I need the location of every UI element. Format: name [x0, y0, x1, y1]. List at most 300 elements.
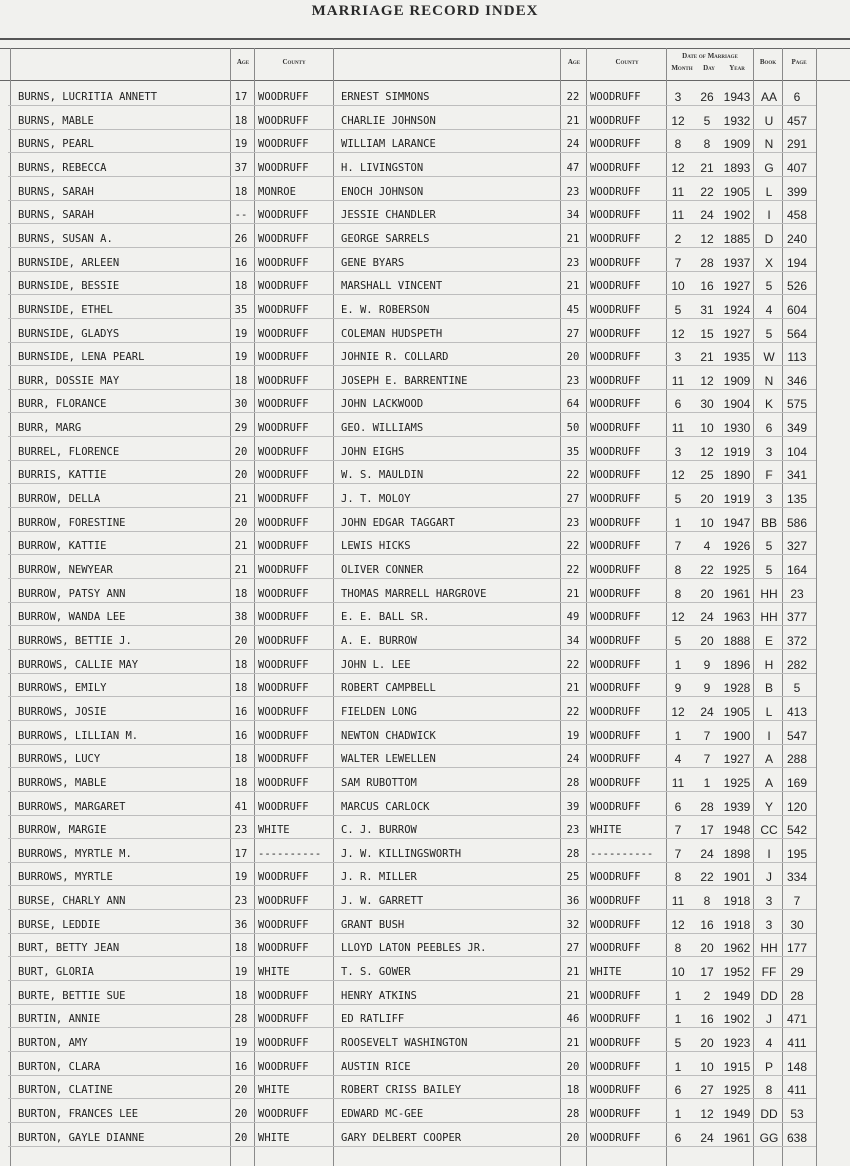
record-month: 1 [674, 988, 682, 1003]
record-spouse-age: 21 [566, 114, 580, 127]
record-row [0, 586, 850, 602]
record-row [0, 349, 850, 365]
record-day: 16 [700, 279, 714, 294]
record-name: BURROW, WANDA LEE [18, 611, 126, 624]
record-month: 9 [674, 681, 682, 696]
record-spouse-county: WOODRUFF [590, 1107, 641, 1120]
record-age: 18 [234, 587, 248, 600]
record-row [0, 775, 850, 791]
row-rule [8, 956, 816, 957]
record-year: 1932 [723, 113, 751, 128]
record-book: P [764, 1059, 773, 1074]
record-age: 16 [234, 256, 248, 269]
record-age: 19 [234, 351, 248, 364]
record-spouse: MARSHALL VINCENT [341, 280, 443, 293]
record-spouse: JOHNIE R. COLLARD [341, 351, 449, 364]
record-name: BURTIN, ANNIE [18, 1013, 101, 1026]
header-spouse-age: Age [567, 58, 581, 66]
record-month: 5 [674, 302, 682, 317]
record-name: BURROWS, MYRTLE M. [18, 847, 132, 860]
record-name: BURNS, SARAH [18, 209, 94, 222]
record-month: 5 [674, 1036, 682, 1050]
record-book: A [764, 752, 773, 767]
record-spouse-age: 21 [566, 682, 580, 695]
record-year: 1947 [723, 515, 751, 530]
record-spouse-age: 27 [566, 493, 580, 506]
record-spouse-county: WOODRUFF [590, 776, 641, 789]
record-day: 10 [700, 515, 714, 530]
record-spouse-county: WOODRUFF [590, 729, 641, 742]
record-county: WOODRUFF [258, 729, 309, 742]
record-spouse: JOHN L. LEE [341, 658, 411, 671]
record-year: 1918 [723, 917, 751, 932]
record-book: 3 [765, 492, 773, 507]
record-month: 3 [674, 90, 682, 104]
record-spouse: AUSTIN RICE [341, 1060, 411, 1073]
row-rule [8, 223, 816, 224]
record-day: 8 [703, 894, 711, 909]
record-book: 3 [765, 917, 773, 932]
record-book: 6 [765, 421, 773, 436]
record-spouse-county: WOODRUFF [590, 1037, 641, 1049]
record-name: BURROW, DELLA [18, 493, 101, 506]
header-month: Month [671, 64, 693, 72]
row-rule [8, 673, 816, 674]
record-spouse: J. T. MOLOY [341, 493, 411, 506]
record-month: 12 [671, 704, 685, 719]
record-spouse: E. E. BALL SR. [341, 611, 430, 624]
record-spouse: HENRY ATKINS [341, 989, 417, 1002]
record-name: BURROWS, BETTIE J. [18, 634, 132, 647]
record-page: 334 [786, 870, 808, 885]
record-spouse: ED RATLIFF [341, 1013, 405, 1026]
record-age: 19 [234, 327, 248, 340]
record-name: BURROW, NEWYEAR [18, 564, 113, 576]
record-name: BURNS, SARAH [18, 185, 94, 198]
record-month: 2 [674, 231, 682, 246]
record-month: 8 [674, 137, 682, 152]
record-spouse-age: 21 [566, 1037, 580, 1049]
record-year: 1939 [723, 799, 751, 814]
record-county: WOODRUFF [258, 1107, 309, 1120]
row-rule [8, 1004, 816, 1005]
row-rule [8, 767, 816, 768]
row-rule [8, 744, 816, 745]
record-row [0, 444, 850, 460]
record-page: 372 [786, 633, 808, 648]
record-spouse-county: WHITE [590, 824, 622, 837]
record-month: 6 [674, 397, 682, 412]
record-age: 21 [234, 564, 248, 576]
record-spouse-age: 19 [566, 729, 580, 742]
record-month: 5 [674, 633, 682, 648]
record-row [0, 1106, 850, 1122]
record-row [0, 396, 850, 412]
record-name: BURROWS, JOSIE [18, 705, 107, 718]
record-month: 7 [674, 823, 682, 838]
record-age: 21 [234, 493, 248, 506]
record-spouse: EDWARD MC-GEE [341, 1107, 424, 1120]
record-spouse-age: 34 [566, 209, 580, 222]
record-county: WOODRUFF [258, 280, 309, 293]
record-page: 194 [786, 255, 808, 270]
record-row [0, 1011, 850, 1027]
record-spouse: T. S. GOWER [341, 966, 411, 979]
record-month: 11 [671, 373, 685, 388]
record-page: 29 [790, 965, 804, 980]
record-day: 12 [700, 444, 714, 459]
record-month: 12 [671, 610, 685, 625]
record-spouse-county: WOODRUFF [590, 422, 641, 435]
record-book: 8 [765, 1083, 773, 1098]
record-book: HH [760, 586, 778, 601]
record-county: WOODRUFF [258, 422, 309, 435]
record-name: BURNSIDE, LENA PEARL [18, 351, 145, 364]
record-spouse-age: 39 [566, 800, 580, 813]
record-name: BURNSIDE, ETHEL [18, 303, 113, 316]
record-book: N [764, 373, 774, 388]
record-name: BURROW, FORESTINE [18, 516, 126, 529]
record-spouse-county: WOODRUFF [590, 634, 641, 647]
row-rule [8, 791, 816, 792]
record-spouse-age: 22 [566, 469, 580, 482]
record-row [0, 184, 850, 200]
record-county: WOODRUFF [258, 351, 309, 364]
record-name: BURNS, SUSAN A. [18, 232, 113, 245]
record-day: 10 [700, 1059, 714, 1074]
record-month: 6 [674, 1130, 682, 1145]
record-name: BURROWS, LUCY [18, 753, 101, 766]
record-name: BURNS, MABLE [18, 114, 94, 127]
row-rule [8, 460, 816, 461]
record-name: BURNSIDE, GLADYS [18, 327, 120, 340]
record-book: FF [761, 965, 777, 980]
record-spouse: JOSEPH E. BARRENTINE [341, 374, 468, 387]
row-rule [8, 720, 816, 721]
record-day: 24 [700, 1130, 714, 1145]
record-spouse: JOHN EDGAR TAGGART [341, 516, 455, 529]
record-month: 8 [674, 563, 682, 577]
record-spouse-county: WOODRUFF [590, 351, 641, 364]
record-county: WOODRUFF [258, 682, 309, 695]
record-age: 23 [234, 824, 248, 837]
record-day: 1 [703, 775, 711, 790]
record-month: 1 [674, 1059, 682, 1074]
record-spouse-county: WOODRUFF [590, 374, 641, 387]
record-month: 1 [674, 515, 682, 530]
row-rule [8, 436, 816, 437]
record-book: L [765, 184, 773, 199]
record-spouse: CHARLIE JOHNSON [341, 114, 436, 127]
record-name: BURR, DOSSIE MAY [18, 374, 120, 387]
record-age: 20 [234, 1107, 248, 1120]
record-page: 604 [786, 302, 808, 317]
top-rule [0, 38, 850, 40]
record-spouse-age: 64 [566, 398, 580, 411]
record-spouse: ERNEST SIMMONS [341, 91, 430, 103]
record-book: I [767, 846, 771, 861]
row-rule [8, 578, 816, 579]
record-name: BURNS, LUCRITIA ANNETT [18, 91, 158, 103]
record-page: 547 [786, 728, 808, 743]
record-name: BURTON, FRANCES LEE [18, 1107, 139, 1120]
record-spouse: J. R. MILLER [341, 871, 417, 884]
record-county: WOODRUFF [258, 303, 309, 316]
record-day: 20 [700, 633, 714, 648]
record-month: 8 [674, 941, 682, 956]
record-spouse-age: 21 [566, 232, 580, 245]
record-row [0, 799, 850, 815]
record-page: 411 [787, 1083, 807, 1098]
record-name: BURTE, BETTIE SUE [18, 989, 126, 1002]
record-year: 1937 [723, 255, 751, 270]
row-rule [8, 1075, 816, 1076]
record-spouse-age: 22 [566, 658, 580, 671]
record-month: 12 [671, 917, 685, 932]
record-county: WOODRUFF [258, 232, 309, 245]
row-rule [8, 342, 816, 343]
record-spouse-county: WOODRUFF [590, 753, 641, 766]
record-month: 10 [671, 965, 685, 980]
record-county: WOODRUFF [258, 800, 309, 813]
record-month: 10 [671, 279, 685, 294]
record-month: 12 [671, 326, 685, 341]
row-rule [8, 176, 816, 177]
record-age: 18 [234, 280, 248, 293]
record-name: BURTON, CLATINE [18, 1084, 113, 1097]
record-spouse-age: 27 [566, 942, 580, 955]
record-spouse-age: 23 [566, 824, 580, 837]
header-rule-bottom [0, 80, 850, 81]
record-age: 20 [234, 445, 248, 458]
record-page: 411 [787, 1036, 807, 1050]
record-year: 1909 [723, 373, 751, 388]
record-spouse-county: WOODRUFF [590, 185, 641, 198]
record-spouse-age: 21 [566, 280, 580, 293]
record-county: ---------- [258, 847, 322, 860]
record-day: 28 [700, 799, 714, 814]
row-rule [8, 365, 816, 366]
record-county: WOODRUFF [258, 658, 309, 671]
record-year: 1902 [723, 1012, 751, 1027]
record-row [0, 846, 850, 862]
record-spouse: LLOYD LATON PEEBLES JR. [341, 942, 487, 955]
record-spouse-county: WOODRUFF [590, 611, 641, 624]
record-spouse-age: 28 [566, 776, 580, 789]
record-age: 20 [234, 1131, 248, 1144]
row-rule [8, 1122, 816, 1123]
record-spouse-age: 22 [566, 564, 580, 576]
record-book: U [764, 113, 774, 128]
record-age: 20 [234, 469, 248, 482]
record-year: 1962 [723, 941, 751, 956]
record-day: 20 [700, 941, 714, 956]
row-rule [8, 271, 816, 272]
record-day: 9 [703, 657, 711, 672]
record-day: 24 [700, 846, 714, 861]
record-year: 1925 [723, 1083, 751, 1098]
row-rule [8, 554, 816, 555]
record-day: 25 [700, 468, 714, 483]
record-day: 30 [700, 397, 714, 412]
record-spouse: GENE BYARS [341, 256, 405, 269]
record-day: 26 [700, 90, 714, 104]
record-county: WOODRUFF [258, 516, 309, 529]
record-spouse-county: WOODRUFF [590, 1060, 641, 1073]
record-book: W [763, 350, 775, 365]
record-row [0, 1130, 850, 1146]
record-book: G [764, 160, 774, 175]
record-name: BURR, MARG [18, 422, 82, 435]
header-spouse-county: County [615, 58, 639, 66]
record-county: WOODRUFF [258, 114, 309, 127]
record-county: WOODRUFF [258, 1037, 309, 1049]
record-age: 26 [234, 232, 248, 245]
record-year: 1902 [723, 208, 751, 223]
record-page: 240 [786, 231, 808, 246]
record-spouse-county: WOODRUFF [590, 161, 641, 174]
record-page: 542 [786, 823, 808, 838]
record-spouse-age: 28 [566, 1107, 580, 1120]
record-age: 35 [234, 303, 248, 316]
record-year: 1893 [723, 160, 751, 175]
record-book: 5 [765, 563, 773, 577]
record-spouse-age: 21 [566, 989, 580, 1002]
record-name: BURR, FLORANCE [18, 398, 107, 411]
record-spouse-age: 20 [566, 1131, 580, 1144]
record-spouse-county: WOODRUFF [590, 1131, 641, 1144]
record-book: X [764, 255, 773, 270]
record-age: 20 [234, 516, 248, 529]
record-spouse: FIELDEN LONG [341, 705, 417, 718]
record-spouse-county: WOODRUFF [590, 871, 641, 884]
record-age: 28 [234, 1013, 248, 1026]
record-year: 1923 [723, 1036, 751, 1050]
record-row [0, 255, 850, 271]
record-spouse: OLIVER CONNER [341, 564, 424, 576]
row-rule [8, 838, 816, 839]
record-day: 7 [703, 752, 711, 767]
record-spouse-county: WOODRUFF [590, 705, 641, 718]
record-row [0, 89, 850, 105]
record-month: 8 [674, 870, 682, 885]
record-month: 1 [674, 657, 682, 672]
row-rule [8, 483, 816, 484]
record-book: 5 [765, 539, 773, 554]
record-age: 30 [234, 398, 248, 411]
record-day: 20 [700, 492, 714, 507]
record-spouse-county: WOODRUFF [590, 232, 641, 245]
record-row [0, 893, 850, 909]
record-year: 1904 [723, 397, 751, 412]
record-month: 7 [674, 846, 682, 861]
record-row [0, 751, 850, 767]
record-year: 1949 [723, 1106, 751, 1121]
record-row [0, 633, 850, 649]
row-rule [8, 200, 816, 201]
record-spouse-county: WOODRUFF [590, 540, 641, 553]
record-spouse-county: WOODRUFF [590, 1013, 641, 1026]
record-name: BURTON, CLARA [18, 1060, 101, 1073]
header-page: Page [791, 58, 807, 66]
record-page: 30 [790, 917, 804, 932]
record-age: 36 [234, 918, 248, 931]
record-row [0, 278, 850, 294]
record-day: 15 [700, 326, 714, 341]
record-page: 5 [793, 681, 801, 696]
record-spouse-age: 18 [566, 1084, 580, 1097]
record-spouse-county: WOODRUFF [590, 327, 641, 340]
record-book: K [764, 397, 773, 412]
record-book: F [765, 468, 773, 483]
row-rule [8, 862, 816, 863]
record-spouse: J. W. KILLINGSWORTH [341, 847, 462, 860]
record-row [0, 538, 850, 554]
record-spouse-age: 45 [566, 303, 580, 316]
record-spouse-age: 20 [566, 351, 580, 364]
record-age: 19 [234, 138, 248, 151]
record-age: 17 [234, 91, 248, 103]
record-name: BURNS, PEARL [18, 138, 94, 151]
record-year: 1888 [723, 633, 751, 648]
record-book: 4 [765, 302, 773, 317]
record-book: L [765, 704, 773, 719]
record-year: 1949 [723, 988, 751, 1003]
record-spouse-county: WOODRUFF [590, 469, 641, 482]
record-county: WOODRUFF [258, 327, 309, 340]
record-day: 5 [703, 113, 711, 128]
record-county: WOODRUFF [258, 753, 309, 766]
row-rule [8, 247, 816, 248]
record-age: 29 [234, 422, 248, 435]
record-book: J [766, 870, 772, 885]
record-spouse-county: WOODRUFF [590, 445, 641, 458]
record-book: DD [760, 988, 778, 1003]
record-book: CC [760, 823, 778, 838]
record-month: 1 [674, 1106, 682, 1121]
record-spouse: JESSIE CHANDLER [341, 209, 436, 222]
record-row [0, 467, 850, 483]
record-county: WOODRUFF [258, 776, 309, 789]
record-spouse: W. S. MAULDIN [341, 469, 424, 482]
record-page: 195 [786, 846, 808, 861]
record-spouse-county: WOODRUFF [590, 587, 641, 600]
record-age: 18 [234, 682, 248, 695]
record-name: BURROWS, MABLE [18, 776, 107, 789]
record-county: WOODRUFF [258, 705, 309, 718]
record-spouse: JOHN EIGHS [341, 445, 405, 458]
record-year: 1919 [723, 492, 751, 507]
record-spouse-county: ---------- [590, 847, 654, 860]
record-spouse-age: 23 [566, 374, 580, 387]
record-row [0, 917, 850, 933]
record-page: 564 [786, 326, 808, 341]
record-page: 471 [786, 1012, 808, 1027]
record-spouse-county: WOODRUFF [590, 658, 641, 671]
record-county: WOODRUFF [258, 871, 309, 884]
record-row [0, 231, 850, 247]
record-day: 20 [700, 1036, 714, 1050]
record-spouse-county: WHITE [590, 966, 622, 979]
record-spouse-county: WOODRUFF [590, 942, 641, 955]
record-page: 586 [786, 515, 808, 530]
record-county: WOODRUFF [258, 540, 309, 553]
record-spouse: ROBERT CRISS BAILEY [341, 1084, 462, 1097]
record-spouse: SAM RUBOTTOM [341, 776, 417, 789]
record-row [0, 1082, 850, 1098]
record-name: BURNSIDE, ARLEEN [18, 256, 120, 269]
record-name: BURROW, KATTIE [18, 540, 107, 553]
